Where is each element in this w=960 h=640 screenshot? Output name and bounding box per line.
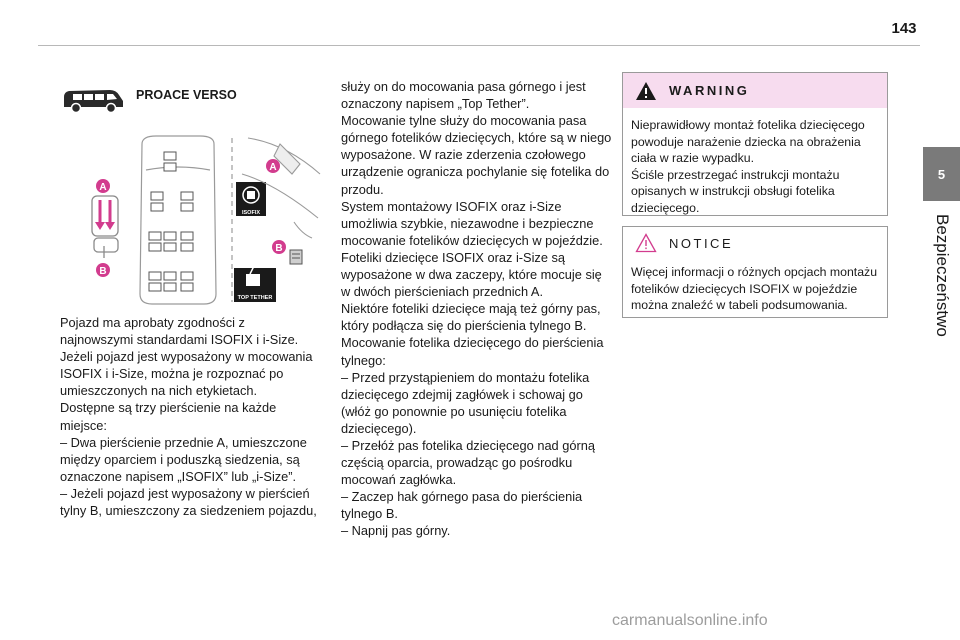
van-icon bbox=[60, 86, 126, 114]
seat-grid bbox=[149, 152, 193, 291]
top-tether-label-text: TOP TETHER bbox=[237, 295, 273, 301]
model-label: PROACE VERSO bbox=[136, 88, 237, 102]
notice-box bbox=[622, 226, 888, 318]
paragraph: – Zaczep hak górnego pasa do pierścienia tylnego B. bbox=[341, 489, 583, 522]
warning-triangle-icon bbox=[635, 81, 657, 101]
marker-a2-label: A bbox=[269, 162, 277, 173]
notice-header bbox=[623, 227, 887, 259]
paragraph: – Napnij pas górny. bbox=[341, 523, 451, 539]
notice-body bbox=[623, 259, 887, 314]
page-number: 143 bbox=[891, 20, 917, 37]
paragraph: Mocowanie fotelika dziecięcego do pierścienia tylnego: bbox=[341, 335, 604, 368]
arrow-a-icon bbox=[95, 200, 115, 230]
paragraph: – Przed przystąpieniem do montażu fotelika dziecięcego zdejmij zagłówek i schowaj go (włóż go ponownie po usunięciu fotelika dziecięcego). bbox=[341, 369, 590, 436]
paragraph: – Jeżeli pojazd jest wyposażony w pierścień tylny B, umieszczony za siedzeniem pojazdu, bbox=[60, 485, 317, 519]
isofix-label-text: ISOFIX bbox=[241, 210, 261, 216]
paragraph: Więcej informacji o różnych opcjach montażu fotelików dziecięcych ISOFIX w pojeździe można znaleźć w tabeli podsumowania. bbox=[631, 265, 878, 312]
chapter-tab[interactable]: 5 bbox=[923, 147, 960, 201]
watermark: carmanualsonline.info bbox=[612, 612, 768, 629]
notice-title: NOTICE bbox=[669, 235, 734, 251]
paragraph: Dostępne są trzy pierścienie na każde miejsce: bbox=[60, 400, 277, 433]
left-column-text bbox=[60, 314, 320, 519]
tether-ring-icon bbox=[290, 250, 302, 264]
paragraph: służy on do mocowania pasa górnego i jest oznaczony napisem „Top Tether”. bbox=[341, 79, 586, 112]
paragraph: Niektóre foteliki dziecięce mają też górny pas, który podłącza się do pierścienia tylnego B. bbox=[341, 301, 601, 334]
seat-side-view bbox=[92, 196, 118, 252]
middle-column-text bbox=[341, 78, 613, 540]
paragraph: Pojazd ma aprobaty zgodności z najnowszymi standardami ISOFIX i i-Size. bbox=[60, 315, 299, 348]
chapter-title: Bezpieczeństwo bbox=[933, 214, 952, 337]
marker-b-label: B bbox=[99, 266, 107, 277]
marker-b2-label: B bbox=[275, 243, 283, 254]
paragraph: Jeżeli pojazd jest wyposażony w mocowania ISOFIX i i-Size, można je rozpoznać po umieszczonych na nich etykietach. bbox=[60, 349, 313, 399]
marker-a-label: A bbox=[99, 182, 107, 193]
paragraph: – Dwa pierścienie przednie A, umieszczone między oparciem i poduszką siedzenia, są oznaczone napisem „ISOFIX” lub „i-Size”. bbox=[60, 434, 307, 484]
warning-header bbox=[623, 73, 887, 108]
warning-title: WARNING bbox=[669, 83, 750, 98]
header-rule bbox=[38, 45, 920, 46]
warning-box bbox=[622, 72, 888, 216]
warning-body bbox=[623, 108, 887, 216]
paragraph: Ściśle przestrzegać instrukcji montażu opisanych w instrukcji obsługi fotelika dziecięcego. bbox=[631, 167, 840, 215]
isofix-diagram bbox=[86, 134, 322, 306]
paragraph: System montażowy ISOFIX oraz i-Size umożliwia szybkie, niezawodne i bezpieczne mocowanie fotelików dziecięcych w pojeździe. bbox=[341, 198, 603, 248]
paragraph: Foteliki dziecięce ISOFIX oraz i-Size są wyposażone w dwa zaczepy, które mocuje się w dwóch pierścieniach przednich A. bbox=[341, 249, 602, 300]
notice-triangle-icon bbox=[635, 233, 657, 253]
paragraph: Mocowanie tylne służy do mocowania pasa górnego fotelików dziecięcych, które są w niego wyposażone. W razie zderzenia czołowego urządzenie ogranicza pochylanie się fotelika do przodu. bbox=[341, 113, 612, 197]
paragraph: Nieprawidłowy montaż fotelika dziecięcego powoduje narażenie dziecka na obrażenia ciała w razie wypadku. bbox=[631, 118, 865, 165]
paragraph: – Przełóż pas fotelika dziecięcego nad górną częścią oparcia, prowadząc go pośrodku mocowań zagłówka. bbox=[341, 437, 595, 488]
model-header bbox=[60, 80, 320, 120]
